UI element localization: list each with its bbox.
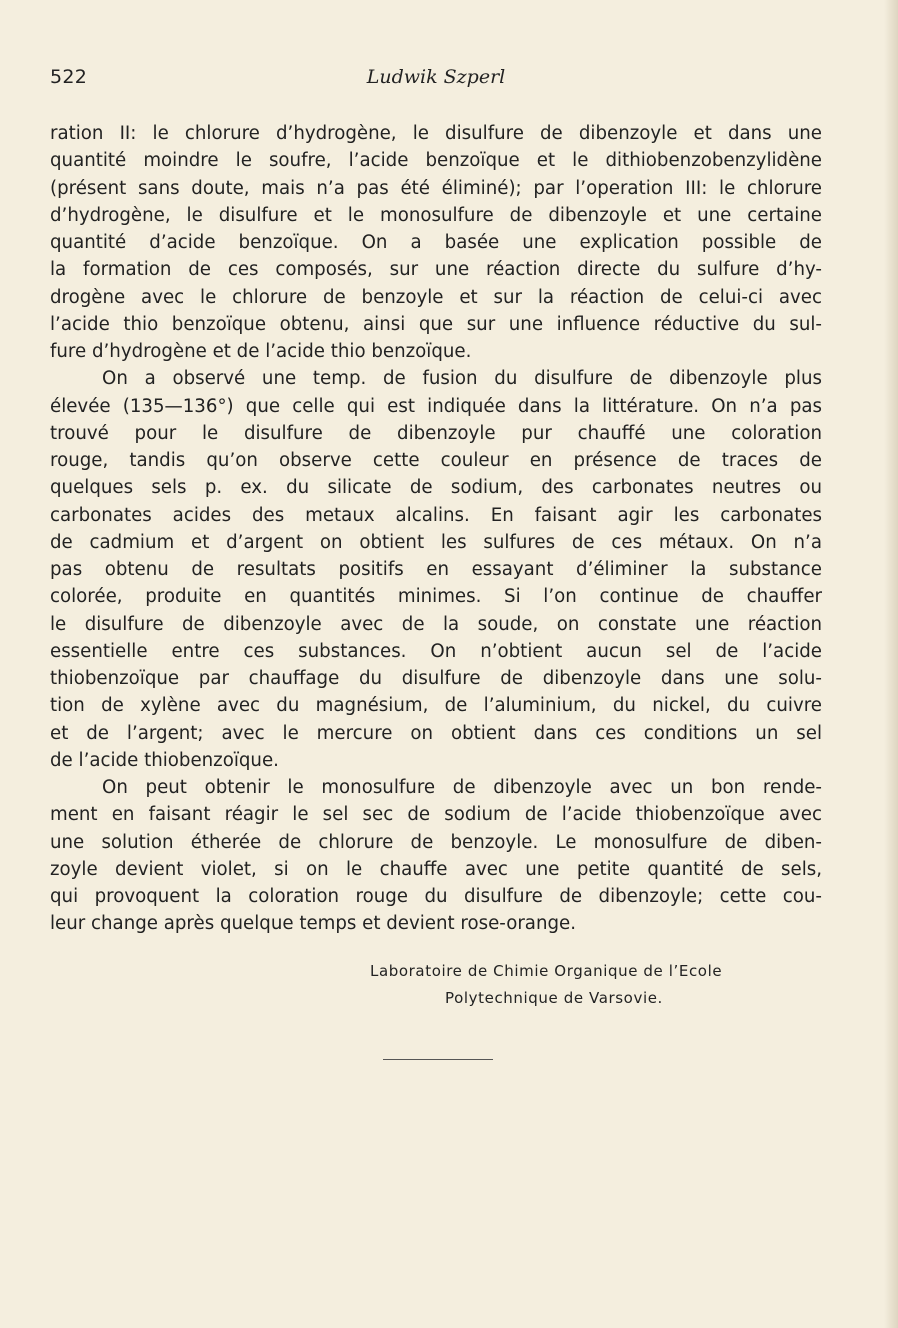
text-line: drogène avec le chlorure de benzoyle et sur la réaction de celui-ci avec bbox=[50, 286, 822, 308]
text-line: l’acide thio benzoïque obtenu, ainsi que sur une influence réductive du sul- bbox=[50, 313, 822, 335]
text-line: qui provoquent la coloration rouge du disulfure de dibenzoyle; cette cou- bbox=[50, 886, 822, 907]
text-line: la formation de ces composés, sur une réaction directe du sulfure d’hy- bbox=[50, 259, 822, 281]
text-line: (présent sans doute, mais n’a pas été éliminé); par l’operation III: le chlorure bbox=[50, 177, 822, 199]
text-line: élevée (135—136°) que celle qui est indiquée dans la littérature. On n’a pas bbox=[50, 395, 822, 417]
text-line: trouvé pour le disulfure de dibenzoyle pur chauffé une coloration bbox=[50, 422, 822, 444]
text-line: de l’acide thiobenzoïque. bbox=[50, 749, 279, 771]
page-header bbox=[50, 66, 822, 96]
text-line: le disulfure de dibenzoyle avec de la soude, on constate une réaction bbox=[50, 613, 822, 635]
text-line: carbonates acides des metaux alcalins. En faisant agir les carbonates bbox=[50, 504, 822, 526]
text-line: pas obtenu de resultats positifs en essayant d’éliminer la substance bbox=[50, 559, 822, 580]
body-text bbox=[50, 120, 822, 938]
page-edge-shadow bbox=[884, 0, 898, 1328]
text-line: ment en faisant réagir le sel sec de sodium de l’acide thiobenzoïque avec bbox=[50, 804, 822, 826]
text-line: quantité moindre le soufre, l’acide benzoïque et le dithiobenzobenzylidène bbox=[50, 150, 822, 172]
affiliation-line: Polytechnique de Varsovie. bbox=[445, 989, 663, 1007]
running-head-author: Ludwik Szperl bbox=[366, 66, 506, 88]
text-line: tion de xylène avec du magnésium, de l’aluminium, du nickel, du cuivre bbox=[50, 695, 822, 717]
text-line: rouge, tandis qu’on observe cette couleur en présence de traces de bbox=[50, 450, 822, 471]
text-line: colorée, produite en quantités minimes. Si l’on continue de chauffer bbox=[50, 586, 822, 608]
end-rule bbox=[383, 1059, 493, 1060]
affiliation-block bbox=[300, 958, 840, 1012]
text-line: On a observé une temp. de fusion du disulfure de dibenzoyle plus bbox=[102, 368, 822, 390]
text-line: leur change après quelque temps et devient rose-orange. bbox=[50, 913, 576, 935]
text-line: quantité d’acide benzoïque. On a basée une explication possible de bbox=[50, 232, 822, 253]
text-line: quelques sels p. ex. du silicate de sodium, des carbonates neutres ou bbox=[50, 477, 822, 499]
text-line: d’hydrogène, le disulfure et le monosulfure de dibenzoyle et une certaine bbox=[50, 204, 822, 226]
text-line: une solution étherée de chlorure de benzoyle. Le monosulfure de diben- bbox=[50, 831, 822, 853]
text-line: de cadmium et d’argent on obtient les sulfures de ces métaux. On n’a bbox=[50, 531, 822, 553]
text-line: ration II: le chlorure d’hydrogène, le disulfure de dibenzoyle et dans une bbox=[50, 123, 822, 144]
text-line: et de l’argent; avec le mercure on obtient dans ces conditions un sel bbox=[50, 722, 822, 744]
text-line: zoyle devient violet, si on le chauffe avec une petite quantité de sels, bbox=[50, 858, 822, 880]
text-line: fure d’hydrogène et de l’acide thio benzoïque. bbox=[50, 341, 472, 362]
text-line: thiobenzoïque par chauffage du disulfure de dibenzoyle dans une solu- bbox=[50, 668, 822, 689]
text-line: On peut obtenir le monosulfure de dibenzoyle avec un bon rende- bbox=[102, 777, 822, 798]
affiliation-line: Laboratoire de Chimie Organique de l’Ecole bbox=[370, 962, 723, 980]
text-line: essentielle entre ces substances. On n’obtient aucun sel de l’acide bbox=[50, 640, 822, 662]
page-number: 522 bbox=[50, 66, 88, 88]
